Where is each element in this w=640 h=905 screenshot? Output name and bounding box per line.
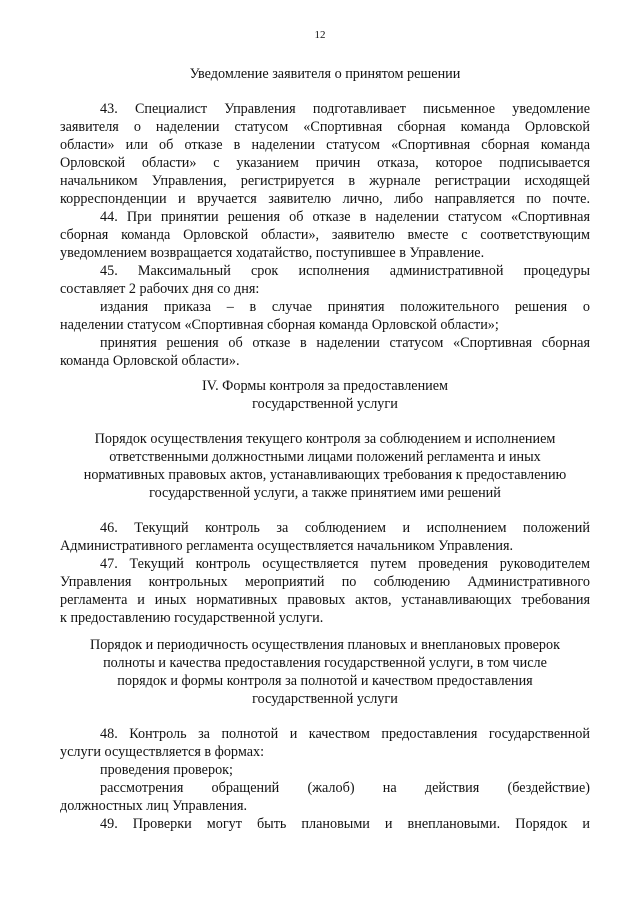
para-43-line-3: области» или об отказе в наделении статусом «Спортивная сборная команда bbox=[60, 137, 590, 153]
para-45-line-1: 45. Максимальный срок исполнения административной процедуры bbox=[100, 263, 590, 279]
heading-current-control-line-2: ответственными должностными лицами положений регламента и иных bbox=[109, 449, 541, 465]
para-48b-line-2: должностных лиц Управления. bbox=[60, 798, 248, 814]
page-number: 12 bbox=[314, 29, 326, 41]
heading-inspections-line-1: Порядок и периодичность осуществления плановых и внеплановых проверок bbox=[89, 637, 561, 653]
para-45a-line-2: наделении статусом «Спортивная сборная команда Орловской области»; bbox=[60, 317, 499, 333]
para-43-line-5: начальником Управления, регистрируется в журнале регистрации исходящей bbox=[60, 173, 590, 189]
para-48-line-1: 48. Контроль за полнотой и качеством предоставления государственной bbox=[100, 726, 590, 742]
para-46-line-1: 46. Текущий контроль за соблюдением и исполнением положений bbox=[100, 520, 590, 536]
heading-current-control-line-3: нормативных правовых актов, устанавливающих требования к предоставлению bbox=[83, 467, 567, 483]
para-46-line-2: Административного регламента осуществляется начальником Управления. bbox=[60, 538, 514, 554]
para-47-line-2: Управления контрольных мероприятий по соблюдению Административного bbox=[60, 574, 590, 590]
para-45b-line-2: команда Орловской области». bbox=[60, 353, 240, 369]
para-48a: проведения проверок; bbox=[100, 762, 233, 778]
heading-inspections-line-4: государственной услуги bbox=[252, 691, 398, 707]
para-45b-line-1: принятия решения об отказе в наделении статусом «Спортивная сборная bbox=[100, 335, 590, 351]
para-45a-line-1: издания приказа – в случае принятия положительного решения о bbox=[100, 299, 590, 315]
heading-current-control-line-1: Порядок осуществления текущего контроля за соблюдением и исполнением bbox=[94, 431, 556, 447]
para-43-line-2: заявителя о наделении статусом «Спортивная сборная команда Орловской bbox=[60, 119, 590, 135]
heading-inspections-line-3: порядок и формы контроля за полнотой и качеством предоставления bbox=[117, 673, 533, 689]
para-44-line-2: сборная команда Орловской области», заявителю вместе с соответствующим bbox=[60, 227, 590, 243]
para-49-line-1: 49. Проверки могут быть плановыми и внеплановыми. Порядок и bbox=[100, 816, 590, 832]
heading-notification: Уведомление заявителя о принятом решении bbox=[189, 66, 461, 82]
para-47-line-1: 47. Текущий контроль осуществляется путем проведения руководителем bbox=[100, 556, 590, 572]
para-45-line-2: составляет 2 рабочих дня со дня: bbox=[60, 281, 260, 297]
para-43-line-1: 43. Специалист Управления подготавливает письменное уведомление bbox=[100, 101, 590, 117]
heading-inspections-line-2: полноты и качества предоставления государственной услуги, в том числе bbox=[103, 655, 547, 671]
para-47-line-4: к предоставлению государственной услуги. bbox=[60, 610, 324, 626]
para-47-line-3: регламента и иных нормативных правовых актов, устанавливающих требования bbox=[60, 592, 590, 608]
section-iv-title-line-1: IV. Формы контроля за предоставлением bbox=[201, 378, 449, 394]
section-iv-title-line-2: государственной услуги bbox=[252, 396, 398, 412]
para-48-line-2: услуги осуществляется в формах: bbox=[60, 744, 265, 760]
para-43-line-4: Орловской области» с указанием причин отказа, которое подписывается bbox=[60, 155, 590, 171]
para-43-line-6: корреспонденции и вручается заявителю лично, либо направляется по почте. bbox=[60, 191, 590, 207]
para-44-line-1: 44. При принятии решения об отказе в наделении статусом «Спортивная bbox=[100, 209, 590, 225]
para-48b-line-1: рассмотрения обращений (жалоб) на действия (бездействие) bbox=[100, 780, 590, 796]
para-44-line-3: уведомлением возвращается ходатайство, поступившее в Управление. bbox=[60, 245, 485, 261]
heading-current-control-line-4: государственной услуги, а также принятием ими решений bbox=[149, 485, 501, 501]
